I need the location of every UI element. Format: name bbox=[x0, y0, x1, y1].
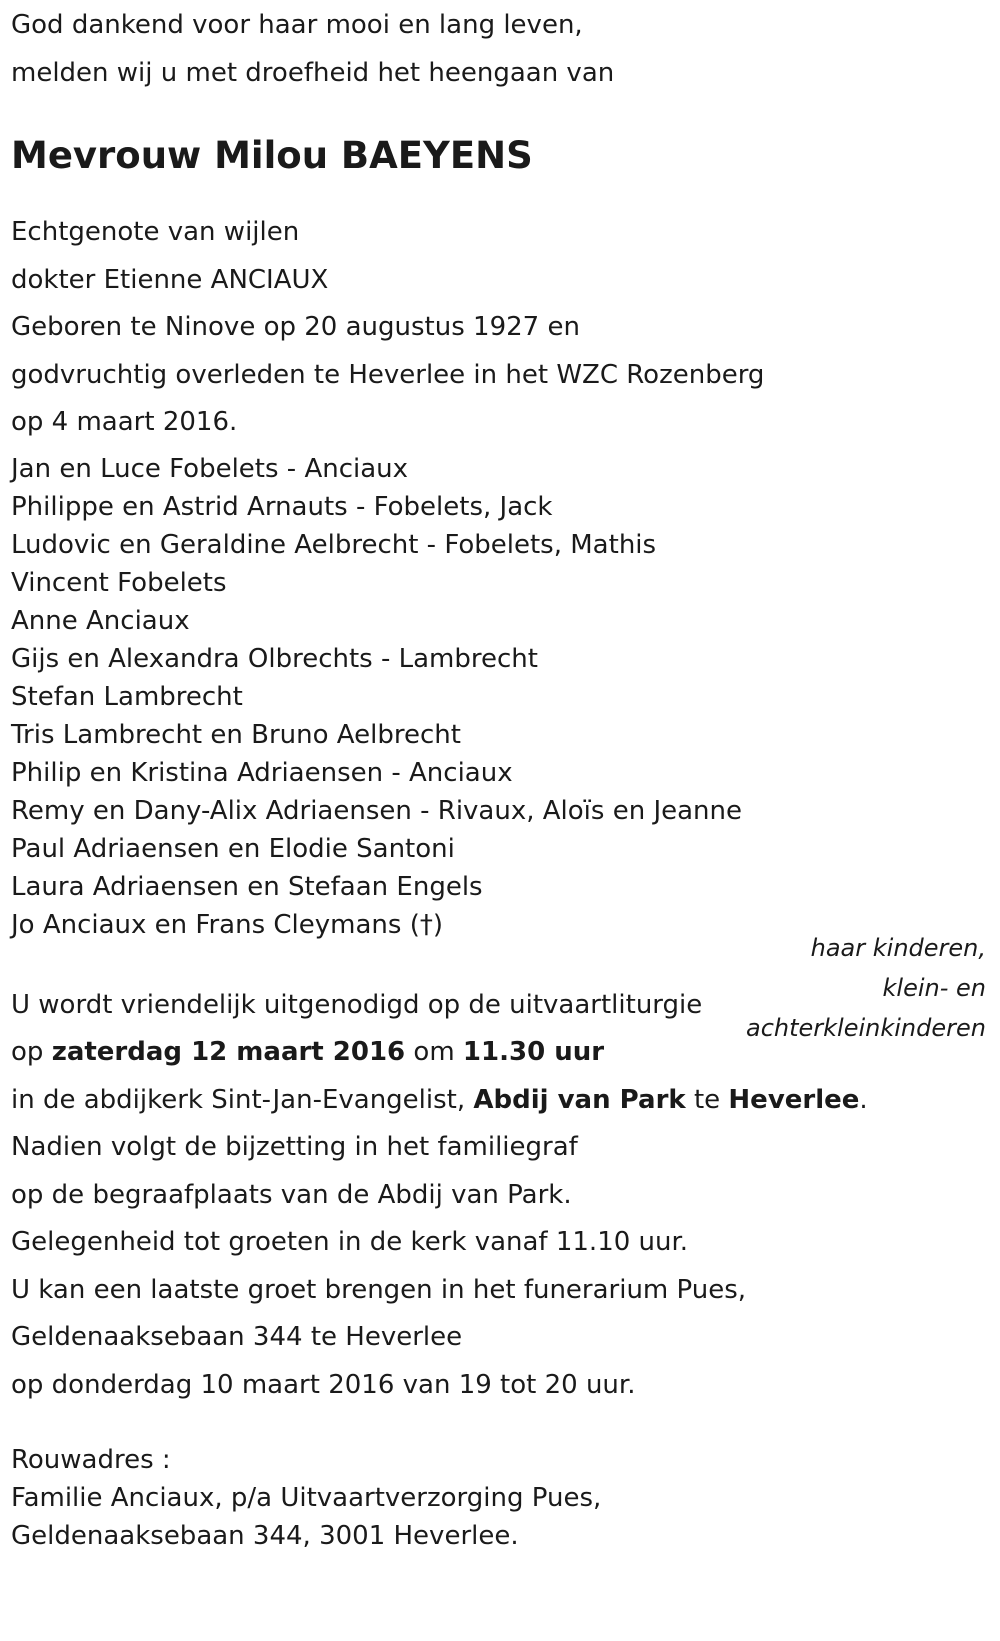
after-line-6: op donderdag 10 maart 2016 van 19 tot 20 uur. bbox=[11, 1370, 636, 1400]
date-mid: om bbox=[405, 1037, 463, 1067]
family-member: Vincent Fobelets bbox=[11, 568, 227, 598]
ceremony-datetime bbox=[11, 1035, 604, 1069]
family-member: Jo Anciaux en Frans Cleymans (†) bbox=[11, 910, 443, 940]
relation-line-3: achterkleinkinderen bbox=[746, 1014, 986, 1042]
relation-line-2: klein- en bbox=[882, 974, 986, 1002]
detail-line-3: Geboren te Ninove op 20 augustus 1927 en bbox=[11, 312, 580, 342]
family-member: Remy en Dany-Alix Adriaensen - Rivaux, Aloïs en Jeanne bbox=[11, 796, 742, 826]
address-line-2: Geldenaaksebaan 344, 3001 Heverlee. bbox=[11, 1521, 519, 1551]
family-member: Anne Anciaux bbox=[11, 606, 190, 636]
family-member: Paul Adriaensen en Elodie Santoni bbox=[11, 834, 455, 864]
church-name: Abdij van Park bbox=[473, 1085, 686, 1115]
ceremony-invite: U wordt vriendelijk uitgenodigd op de uitvaartliturgie bbox=[11, 990, 703, 1020]
address-line-1: Familie Anciaux, p/a Uitvaartverzorging Pues, bbox=[11, 1483, 602, 1513]
detail-line-2: dokter Etienne ANCIAUX bbox=[11, 265, 329, 295]
family-member: Laura Adriaensen en Stefaan Engels bbox=[11, 872, 483, 902]
relation-line-1: haar kinderen, bbox=[810, 934, 986, 962]
family-member: Ludovic en Geraldine Aelbrecht - Fobelets, Mathis bbox=[11, 530, 657, 560]
ceremony-date: zaterdag 12 maart 2016 bbox=[51, 1037, 406, 1067]
family-member: Tris Lambrecht en Bruno Aelbrecht bbox=[11, 720, 461, 750]
town-name: Heverlee bbox=[728, 1085, 860, 1115]
detail-line-5: op 4 maart 2016. bbox=[11, 407, 238, 437]
family-member: Philippe en Astrid Arnauts - Fobelets, Jack bbox=[11, 492, 553, 522]
ceremony-time: 11.30 uur bbox=[462, 1037, 605, 1067]
church-end: . bbox=[859, 1085, 868, 1115]
detail-line-4: godvruchtig overleden te Heverlee in het WZC Rozenberg bbox=[11, 360, 765, 390]
family-member: Jan en Luce Fobelets - Anciaux bbox=[11, 454, 409, 484]
ceremony-location bbox=[11, 1083, 868, 1117]
family-member: Gijs en Alexandra Olbrechts - Lambrecht bbox=[11, 644, 538, 674]
church-prefix: in de abdijkerk Sint-Jan-Evangelist, bbox=[11, 1085, 474, 1115]
after-line-2: op de begraafplaats van de Abdij van Park. bbox=[11, 1180, 572, 1210]
church-mid: te bbox=[685, 1085, 729, 1115]
after-line-5: Geldenaaksebaan 344 te Heverlee bbox=[11, 1322, 463, 1352]
date-prefix: op bbox=[11, 1037, 52, 1067]
address-heading: Rouwadres : bbox=[11, 1445, 171, 1475]
family-member: Philip en Kristina Adriaensen - Anciaux bbox=[11, 758, 513, 788]
after-line-3: Gelegenheid tot groeten in de kerk vanaf 11.10 uur. bbox=[11, 1227, 689, 1257]
family-member: Stefan Lambrecht bbox=[11, 682, 243, 712]
after-line-1: Nadien volgt de bijzetting in het familiegraf bbox=[11, 1132, 578, 1162]
after-line-4: U kan een laatste groet brengen in het funerarium Pues, bbox=[11, 1275, 747, 1305]
detail-line-1: Echtgenote van wijlen bbox=[11, 217, 300, 247]
deceased-name: Mevrouw Milou BAEYENS bbox=[11, 134, 533, 177]
intro-line-1: God dankend voor haar mooi en lang leven, bbox=[11, 10, 583, 40]
intro-line-2: melden wij u met droefheid het heengaan van bbox=[11, 58, 615, 88]
